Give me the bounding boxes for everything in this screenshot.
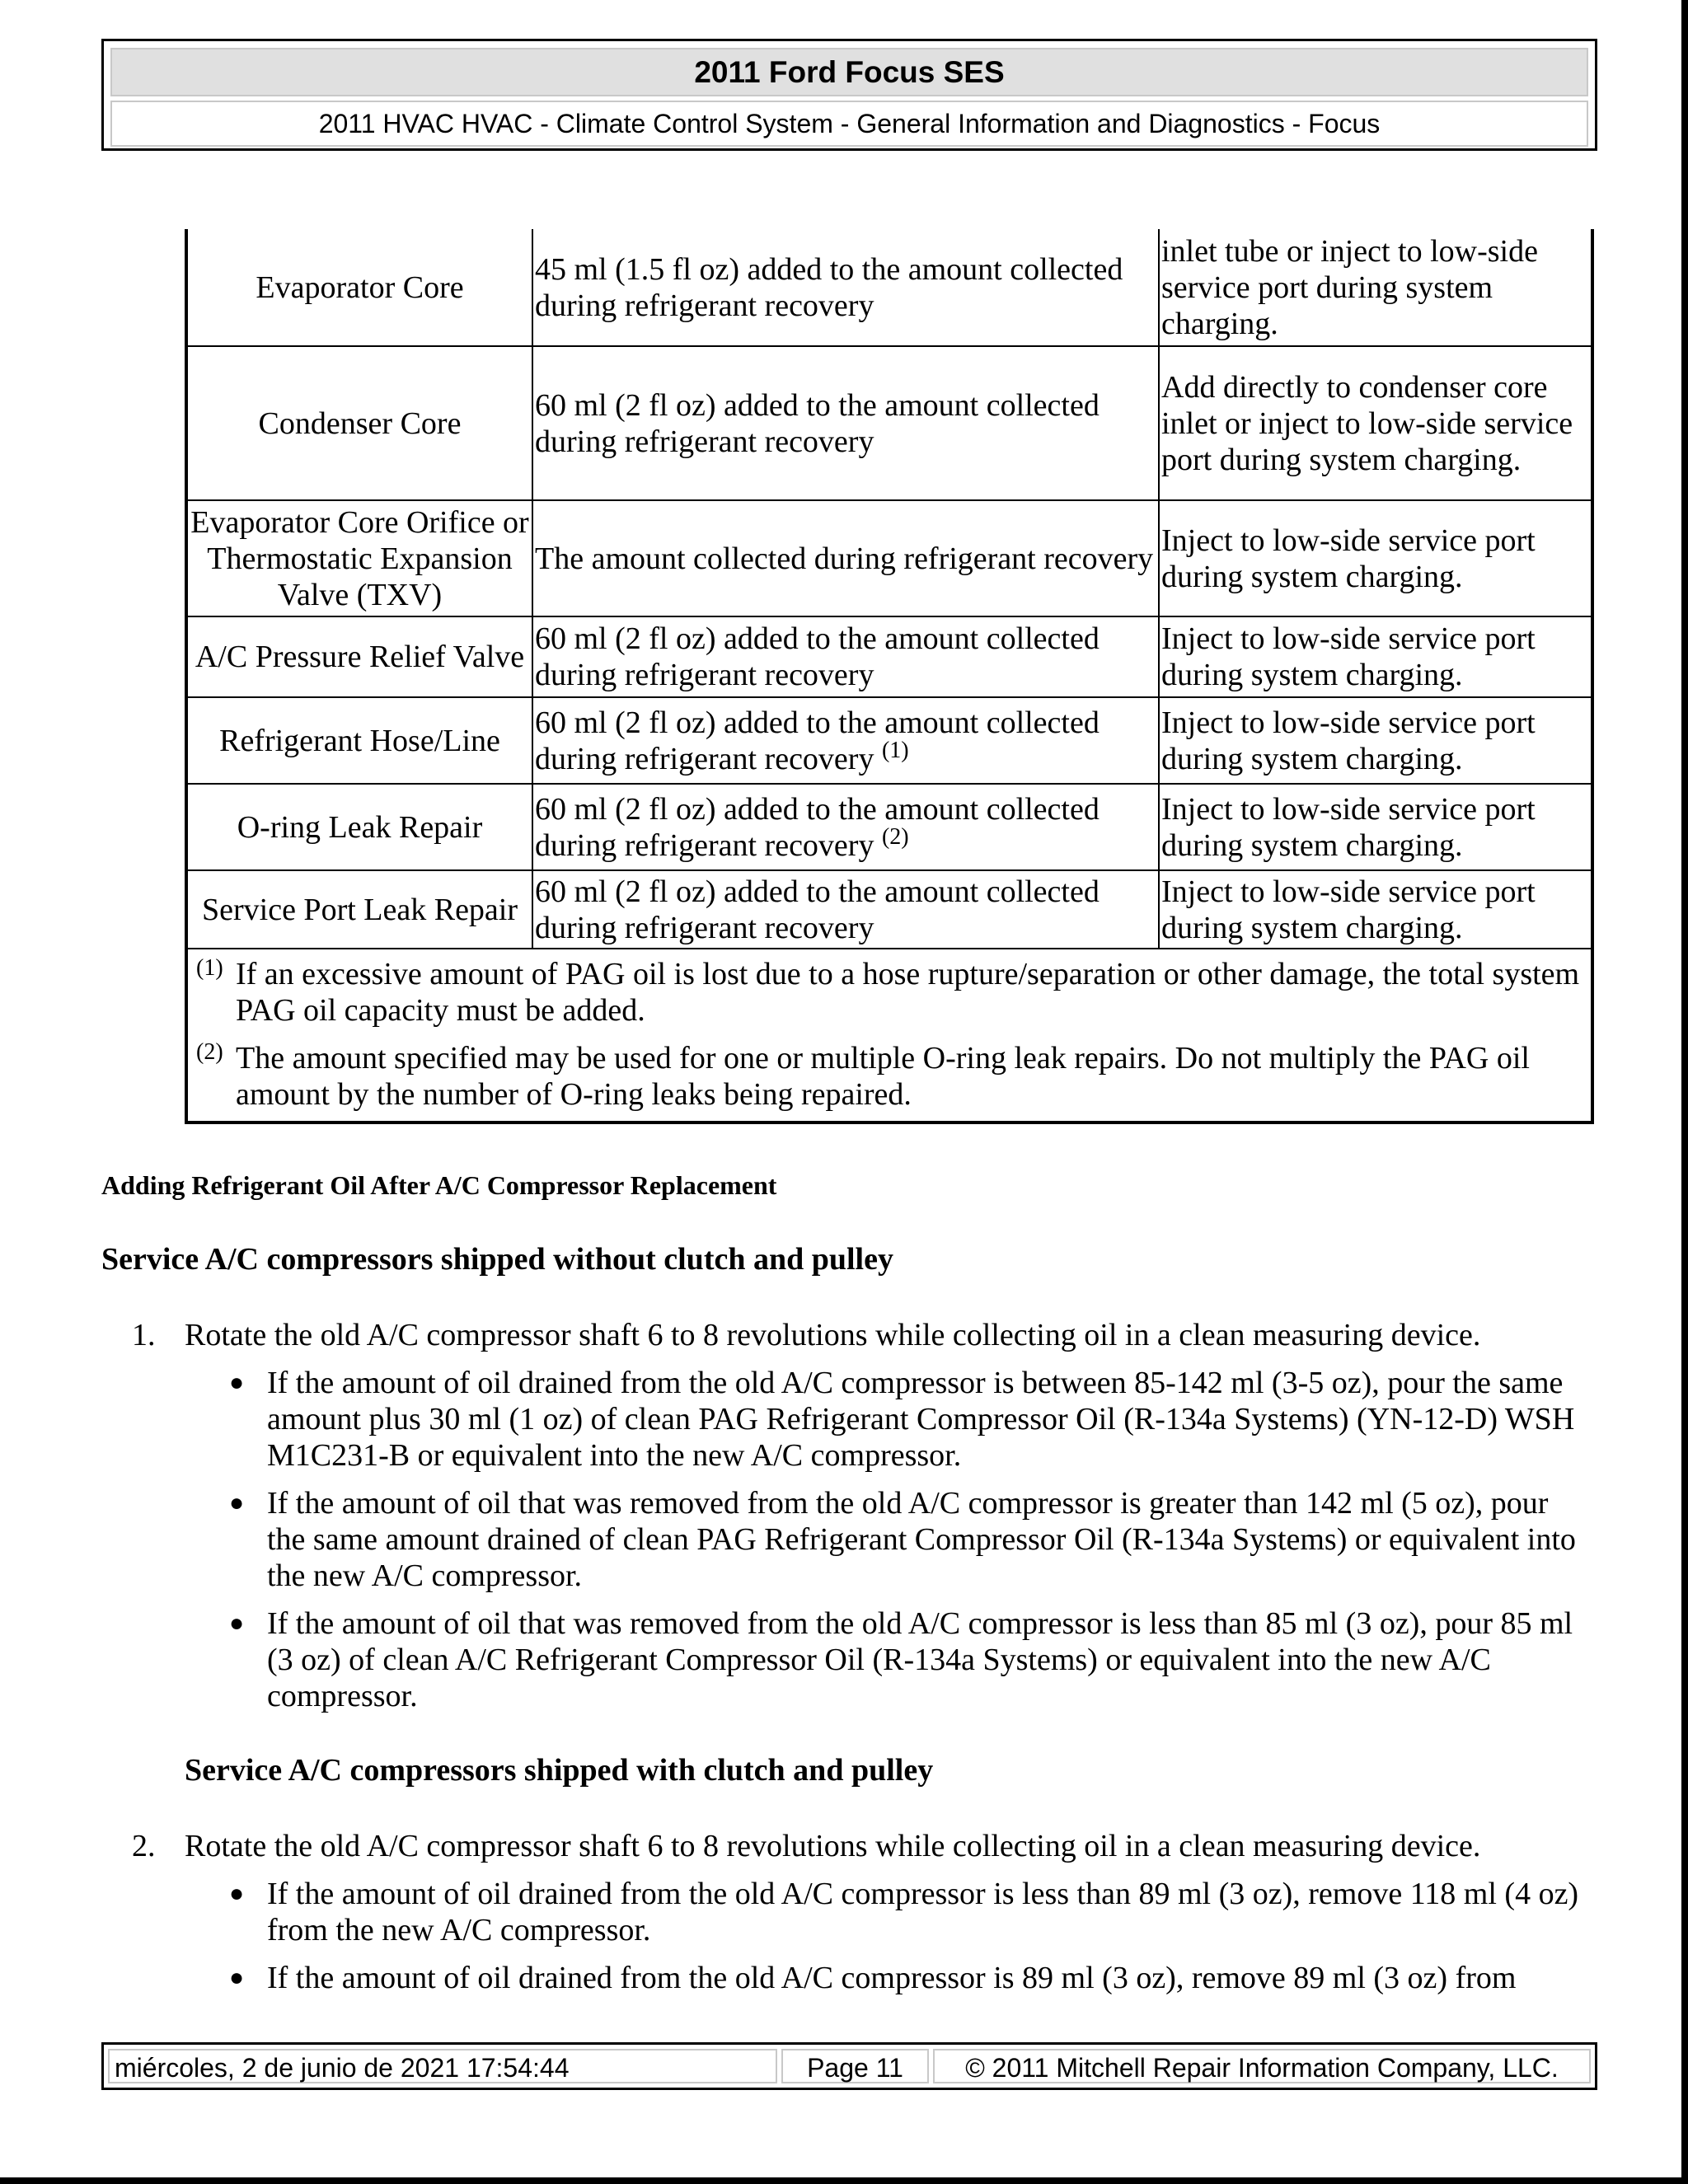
bullet-item [229, 1960, 1589, 1996]
step-number: 2. [132, 1829, 156, 1863]
document-subtitle: 2011 HVAC HVAC - Climate Control System - General Information and Diagnostics - Focus [110, 101, 1588, 147]
bullet-text: If the amount of oil that was removed from the old A/C compressor is less than 85 ml (3 oz), pour 85 ml (3 oz) of clean A/C Refrigerant Compressor Oil (R-134a Systems) or equivalent into the new A/C compressor. [267, 1606, 1573, 1713]
bullet-text: If the amount of oil drained from the old A/C compressor is between 85-142 ml (3-5 oz), pour the same amount plus 30 ml (1 oz) of clean PAG Refrigerant Compressor Oil (R-134a Systems) (YN-12-D) WSH M1C231-B or equivalent into the new A/C compressor. [267, 1366, 1575, 1473]
footnote-text: If an excessive amount of PAG oil is lost due to a hose rupture/separation or other damage, the total system PAG oil capacity must be added. [236, 957, 1580, 1028]
footer-copyright: © 2011 Mitchell Repair Information Company, LLC. [933, 2049, 1591, 2083]
page-header [101, 39, 1597, 151]
amount-text: 45 ml (1.5 fl oz) added to the amount collected during refrigerant recovery [535, 251, 1123, 323]
table-cell-amount [532, 500, 1159, 616]
step-number: 1. [132, 1318, 156, 1352]
table-cell-note: inlet tube or inject to low-side service port during system charging. [1159, 229, 1592, 346]
table-cell-component: Refrigerant Hose/Line [186, 697, 532, 784]
bullet-item [229, 1876, 1589, 1948]
amount-text: 60 ml (2 fl oz) added to the amount collected during refrigerant recovery [535, 621, 1100, 692]
table-footnotes-row [186, 949, 1592, 1122]
step-text: Rotate the old A/C compressor shaft 6 to 8 revolutions while collecting oil in a clean measuring device. [185, 1829, 1481, 1863]
table-cell-component: O-ring Leak Repair [186, 784, 532, 870]
table-row [186, 870, 1592, 949]
table-cell-note: Inject to low-side service port during system charging. [1159, 697, 1592, 784]
table-cell-amount [532, 870, 1159, 949]
table-row [186, 346, 1592, 500]
table-cell-amount [532, 697, 1159, 784]
bullet-icon: ● [229, 1489, 245, 1516]
footnote-ref: (1) [881, 737, 909, 763]
table-cell-note: Add directly to condenser core inlet or inject to low-side service port during system charging. [1159, 346, 1592, 500]
table-cell-note: Inject to low-side service port during system charging. [1159, 784, 1592, 870]
table-row [186, 697, 1592, 784]
table-row [186, 500, 1592, 616]
bullet-text: If the amount of oil that was removed from the old A/C compressor is greater than 142 ml (5 oz), pour the same amount drained of clean PAG Refrigerant Compressor Oil (R-134a Systems) or equivalent into the new A/C compressor. [267, 1486, 1576, 1593]
table-cell-component: A/C Pressure Relief Valve [186, 616, 532, 697]
table-cell-component: Service Port Leak Repair [186, 870, 532, 949]
bullet-item [229, 1605, 1589, 1714]
footer-date: miércoles, 2 de junio de 2021 17:54:44 [108, 2049, 777, 2083]
footnote-mark: (1) [196, 955, 223, 981]
oil-quantity-table [185, 229, 1594, 1124]
table-cell-amount [532, 616, 1159, 697]
table-row [186, 229, 1592, 346]
footer-page-number: Page 11 [781, 2049, 929, 2083]
bullet-item [229, 1365, 1589, 1474]
page-footer [101, 2042, 1597, 2090]
bullet-text: If the amount of oil drained from the old A/C compressor is 89 ml (3 oz), remove 89 ml (3 oz) from [267, 1961, 1517, 1995]
subsection-heading-without-clutch: Service A/C compressors shipped without clutch and pulley [101, 1242, 893, 1277]
subsection-heading-with-clutch: Service A/C compressors shipped with clutch and pulley [185, 1753, 934, 1788]
bullet-icon: ● [229, 1880, 245, 1907]
table-cell-component: Evaporator Core Orifice or Thermostatic Expansion Valve (TXV) [186, 500, 532, 616]
section-heading: Adding Refrigerant Oil After A/C Compressor Replacement [101, 1170, 777, 1200]
amount-text: 60 ml (2 fl oz) added to the amount collected during refrigerant recovery [535, 874, 1100, 945]
footnote [196, 1040, 1582, 1113]
footnote-ref: (2) [881, 823, 909, 850]
table-cell-amount [532, 784, 1159, 870]
bullet-icon: ● [229, 1964, 245, 1991]
table-cell-component: Condenser Core [186, 346, 532, 500]
table-cell-note: Inject to low-side service port during system charging. [1159, 500, 1592, 616]
table-cell-component: Evaporator Core [186, 229, 532, 346]
footnote-text: The amount specified may be used for one or multiple O-ring leak repairs. Do not multiply the PAG oil amount by the number of O-ring leaks being repaired. [236, 1041, 1530, 1112]
table-cell-note: Inject to low-side service port during system charging. [1159, 616, 1592, 697]
amount-text: 60 ml (2 fl oz) added to the amount collected during refrigerant recovery [535, 705, 1100, 776]
bullet-item [229, 1485, 1589, 1594]
amount-text: 60 ml (2 fl oz) added to the amount collected during refrigerant recovery [535, 791, 1100, 863]
amount-text: The amount collected during refrigerant recovery [535, 541, 1154, 576]
table-footnotes [186, 949, 1592, 1122]
table-cell-amount [532, 229, 1159, 346]
bullet-icon: ● [229, 1369, 245, 1396]
bullet-icon: ● [229, 1610, 245, 1637]
table-cell-note: Inject to low-side service port during system charging. [1159, 870, 1592, 949]
amount-text: 60 ml (2 fl oz) added to the amount collected during refrigerant recovery [535, 387, 1100, 459]
footnote [196, 956, 1582, 1029]
footnote-mark: (2) [196, 1039, 223, 1065]
table-row [186, 616, 1592, 697]
bullet-text: If the amount of oil drained from the old A/C compressor is less than 89 ml (3 oz), remove 118 ml (4 oz) from the new A/C compressor. [267, 1877, 1579, 1947]
document-title: 2011 Ford Focus SES [110, 48, 1588, 96]
step-text: Rotate the old A/C compressor shaft 6 to 8 revolutions while collecting oil in a clean measuring device. [185, 1318, 1481, 1352]
table-cell-amount [532, 346, 1159, 500]
table-row [186, 784, 1592, 870]
